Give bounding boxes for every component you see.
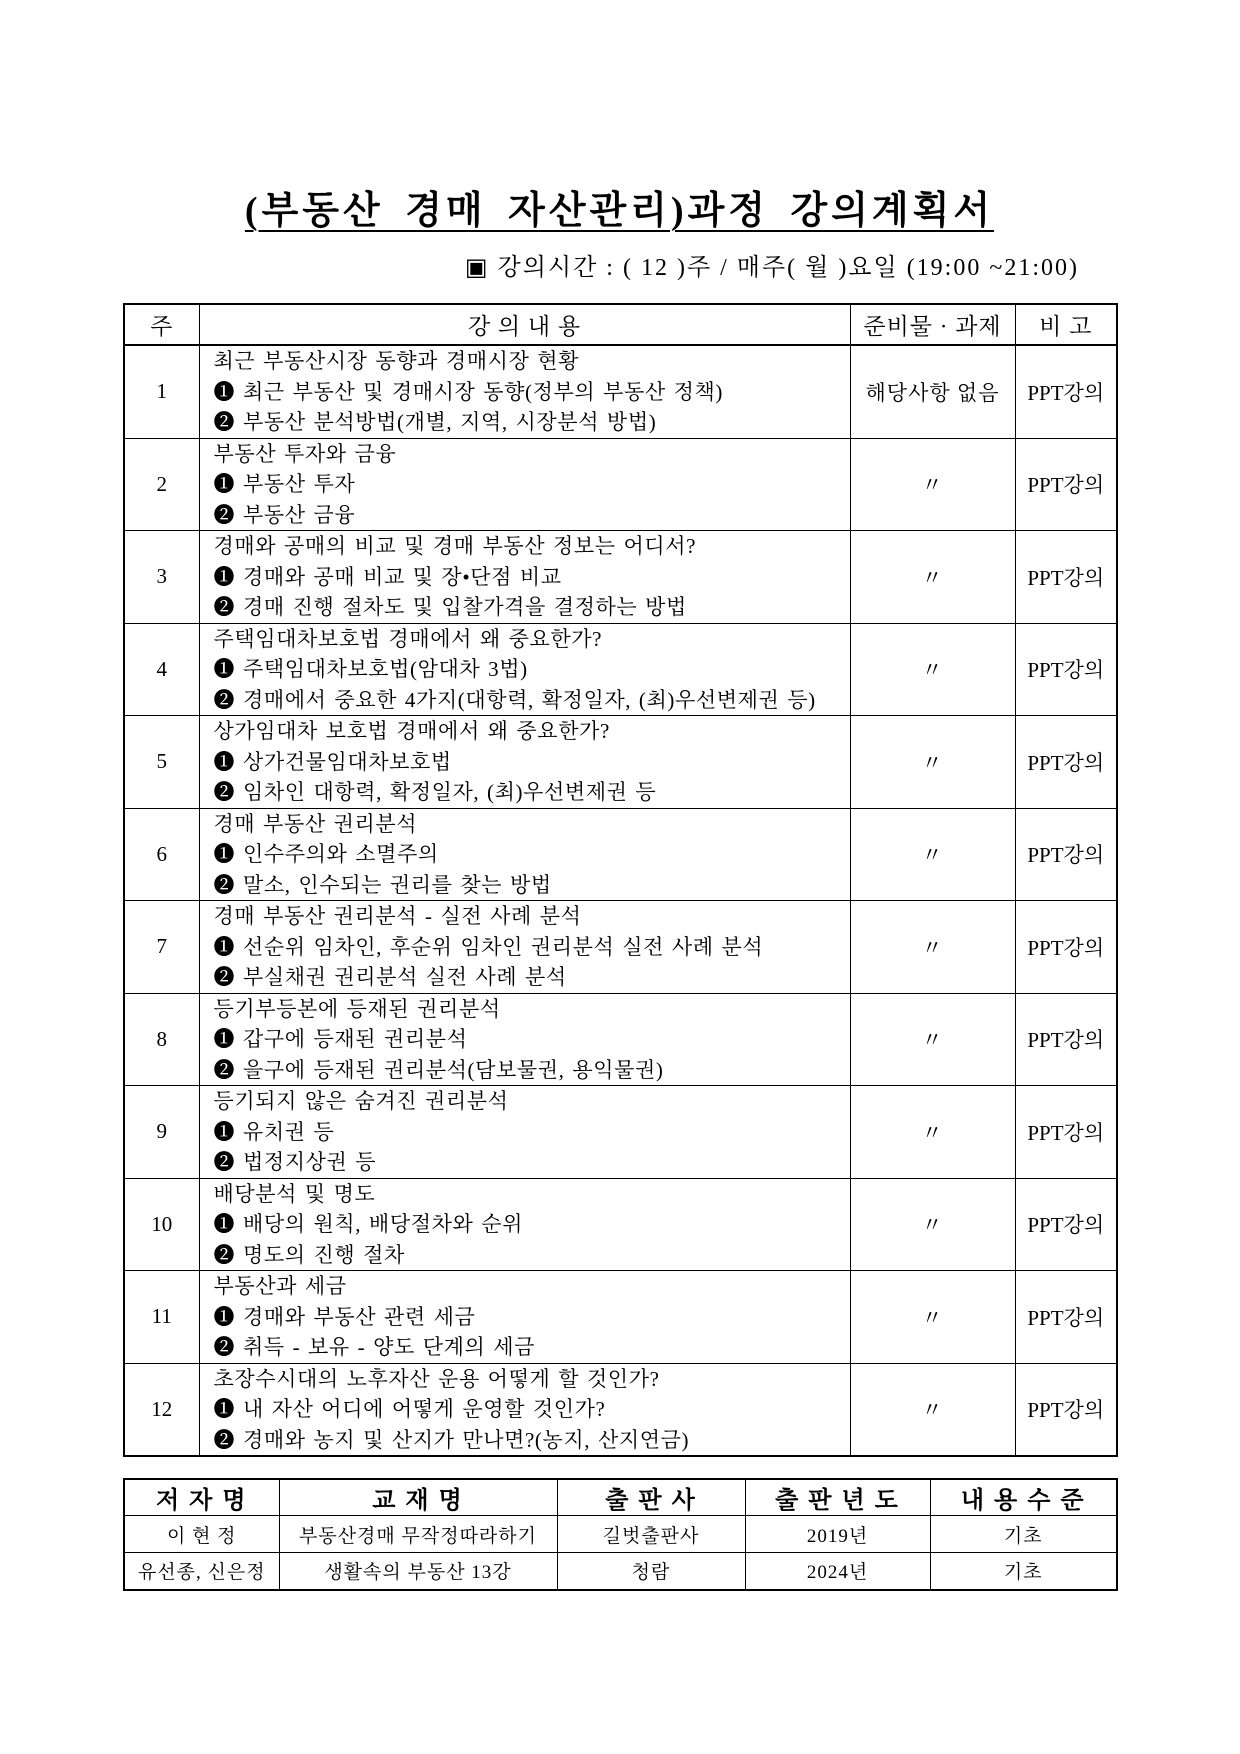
lecture-topic: 최근 부동산시장 동향과 경매시장 현황 — [213, 349, 580, 373]
lecture-row — [124, 993, 1117, 1086]
header-materials: 준비물 · 과제 — [850, 304, 1015, 345]
materials-cell: 〃 — [850, 716, 1015, 809]
textbook-title-cell: 생활속의 부동산 13강 — [279, 1553, 557, 1590]
lecture-content — [199, 1086, 850, 1179]
lecture-content — [199, 1363, 850, 1456]
publisher-cell: 청람 — [557, 1553, 745, 1590]
week-number: 11 — [124, 1271, 199, 1364]
week-number: 9 — [124, 1086, 199, 1179]
textbook-header-row — [124, 1479, 1117, 1516]
lecture-row — [124, 1271, 1117, 1364]
level-cell: 기초 — [930, 1553, 1117, 1590]
lecture-item-2: ❷ 취득 - 보유 - 양도 단계의 세금 — [213, 1335, 535, 1359]
notes-cell: PPT강의 — [1015, 1178, 1117, 1271]
materials-cell: 〃 — [850, 901, 1015, 994]
lecture-content — [199, 716, 850, 809]
lecture-topic: 배당분석 및 명도 — [213, 1181, 376, 1206]
publisher-cell: 길벗출판사 — [557, 1516, 745, 1553]
header-textbook: 교 재 명 — [279, 1479, 557, 1516]
materials-cell: 〃 — [850, 1363, 1015, 1456]
lecture-item-2: ❷ 부동산 금융 — [213, 502, 356, 527]
lecture-topic: 경매 부동산 권리분석 — [213, 811, 418, 836]
week-number: 4 — [124, 623, 199, 716]
lecture-item-2: ❷ 법정지상권 등 — [213, 1150, 377, 1174]
lecture-topic: 부동산과 세금 — [213, 1274, 347, 1298]
lecture-row — [124, 716, 1117, 809]
week-number: 10 — [124, 1178, 199, 1271]
header-week: 주 — [124, 304, 199, 345]
lecture-content — [199, 1178, 850, 1271]
author-cell: 이 현 정 — [124, 1516, 279, 1553]
notes-cell: PPT강의 — [1015, 993, 1117, 1086]
week-number: 1 — [124, 345, 199, 438]
week-number: 5 — [124, 716, 199, 809]
lecture-row — [124, 1363, 1117, 1456]
lecture-row — [124, 1178, 1117, 1271]
textbook-row — [124, 1516, 1117, 1553]
materials-cell: 〃 — [850, 623, 1015, 716]
materials-cell: 〃 — [850, 808, 1015, 901]
lecture-item-1: ❶ 경매와 공매 비교 및 장•단점 비교 — [213, 564, 562, 589]
materials-cell: 〃 — [850, 1178, 1015, 1271]
lecture-content — [199, 531, 850, 624]
lecture-row — [124, 901, 1117, 994]
lecture-content — [199, 345, 850, 438]
notes-cell: PPT강의 — [1015, 808, 1117, 901]
lecture-content — [199, 808, 850, 901]
materials-cell: 〃 — [850, 1271, 1015, 1364]
header-level: 내 용 수 준 — [930, 1479, 1117, 1516]
materials-cell: 〃 — [850, 531, 1015, 624]
lecture-item-1: ❶ 상가건물임대차보호법 — [213, 749, 452, 774]
lecture-item-2: ❷ 경매 진행 절차도 및 입찰가격을 결정하는 방법 — [213, 595, 687, 619]
lecture-content — [199, 901, 850, 994]
lecture-item-1: ❶ 경매와 부동산 관련 세금 — [213, 1304, 476, 1329]
lecture-row — [124, 531, 1117, 624]
lecture-item-2: ❷ 부실채권 권리분석 실전 사례 분석 — [213, 965, 567, 989]
lecture-item-1: ❶ 부동산 투자 — [213, 472, 356, 496]
notes-cell: PPT강의 — [1015, 716, 1117, 809]
textbook-row — [124, 1553, 1117, 1590]
lecture-row — [124, 623, 1117, 716]
plan-header-row — [124, 304, 1117, 345]
notes-cell: PPT강의 — [1015, 1363, 1117, 1456]
materials-cell: 〃 — [850, 438, 1015, 531]
year-cell: 2024년 — [745, 1553, 930, 1590]
header-notes: 비 고 — [1015, 304, 1117, 345]
lecture-row — [124, 1086, 1117, 1179]
lecture-item-1: ❶ 배당의 원칙, 배당절차와 순위 — [213, 1212, 523, 1236]
week-number: 6 — [124, 808, 199, 901]
lecture-item-2: ❷ 임차인 대항력, 확정일자, (최)우선변제권 등 — [213, 780, 657, 804]
lecture-content — [199, 438, 850, 531]
week-number: 8 — [124, 993, 199, 1086]
lecture-item-1: ❶ 유치권 등 — [213, 1119, 335, 1144]
lecture-content — [199, 993, 850, 1086]
materials-cell: 〃 — [850, 1086, 1015, 1179]
lecture-item-1: ❶ 내 자산 어디에 어떻게 운영할 것인가? — [213, 1397, 606, 1421]
lecture-item-2: ❷ 을구에 등재된 권리분석(담보물권, 용익물권) — [213, 1057, 664, 1082]
author-cell: 유선종, 신은정 — [124, 1553, 279, 1590]
lecture-topic: 부동산 투자와 금융 — [213, 441, 397, 466]
lecture-topic: 상가임대차 보호법 경매에서 왜 중요한가? — [213, 719, 610, 743]
notes-cell: PPT강의 — [1015, 1271, 1117, 1364]
header-author: 저 자 명 — [124, 1479, 279, 1516]
header-publisher: 출 판 사 — [557, 1479, 745, 1516]
lecture-row — [124, 438, 1117, 531]
notes-cell: PPT강의 — [1015, 438, 1117, 531]
lecture-topic: 경매와 공매의 비교 및 경매 부동산 정보는 어디서? — [213, 534, 697, 558]
notes-cell: PPT강의 — [1015, 1086, 1117, 1179]
notes-cell: PPT강의 — [1015, 901, 1117, 994]
textbook-title-cell: 부동산경매 무작정따라하기 — [279, 1516, 557, 1553]
level-cell: 기초 — [930, 1516, 1117, 1553]
lecture-row — [124, 808, 1117, 901]
year-cell: 2019년 — [745, 1516, 930, 1553]
notes-cell: PPT강의 — [1015, 345, 1117, 438]
header-publication-year: 출 판 년 도 — [745, 1479, 930, 1516]
lecture-topic: 등기부등본에 등재된 권리분석 — [213, 996, 501, 1021]
lecture-item-2: ❷ 경매와 농지 및 산지가 만나면?(농지, 산지연금) — [213, 1427, 690, 1452]
document-title — [123, 188, 1116, 234]
lecture-content — [199, 1271, 850, 1364]
lecture-topic: 등기되지 않은 숨겨진 권리분석 — [213, 1089, 509, 1113]
lecture-item-2: ❷ 부동산 분석방법(개별, 지역, 시장분석 방법) — [213, 410, 657, 434]
lecture-plan-table — [123, 303, 1118, 1457]
notes-cell: PPT강의 — [1015, 623, 1117, 716]
lecture-item-2: ❷ 경매에서 중요한 4가지(대항력, 확정일자, (최)우선변제권 등) — [213, 687, 816, 712]
header-content: 강 의 내 용 — [199, 304, 850, 345]
textbook-table — [123, 1478, 1118, 1591]
lecture-item-1: ❶ 주택임대차보호법(암대차 3법) — [213, 657, 528, 681]
document-page — [123, 0, 1116, 1591]
materials-cell: 해당사항 없음 — [850, 345, 1015, 438]
lecture-item-2: ❷ 명도의 진행 절차 — [213, 1242, 405, 1267]
week-number: 3 — [124, 531, 199, 624]
lecture-topic: 경매 부동산 권리분석 - 실전 사례 분석 — [213, 904, 582, 928]
lecture-topic: 주택임대차보호법 경매에서 왜 중요한가? — [213, 626, 603, 651]
lecture-row — [124, 345, 1117, 438]
document-title-text: (부동산 경매 자산관리)과정 강의계획서 — [244, 190, 995, 232]
lecture-item-1: ❶ 갑구에 등재된 권리분석 — [213, 1027, 468, 1051]
lecture-content — [199, 623, 850, 716]
week-number: 2 — [124, 438, 199, 531]
lecture-item-1: ❶ 선순위 임차인, 후순위 임차인 권리분석 실전 사례 분석 — [213, 934, 764, 959]
lecture-item-1: ❶ 최근 부동산 및 경매시장 동향(정부의 부동산 정책) — [213, 379, 723, 404]
lecture-schedule: ▣ 강의시간 : ( 12 )주 / 매주( 월 )요일 (19:00 ~21:00) — [464, 255, 1079, 281]
week-number: 7 — [124, 901, 199, 994]
notes-cell: PPT강의 — [1015, 531, 1117, 624]
week-number: 12 — [124, 1363, 199, 1456]
materials-cell: 〃 — [850, 993, 1015, 1086]
lecture-topic: 초장수시대의 노후자산 운용 어떻게 할 것인가? — [213, 1366, 660, 1391]
lecture-item-1: ❶ 인수주의와 소멸주의 — [213, 842, 439, 866]
lecture-item-2: ❷ 말소, 인수되는 권리를 찾는 방법 — [213, 872, 552, 897]
